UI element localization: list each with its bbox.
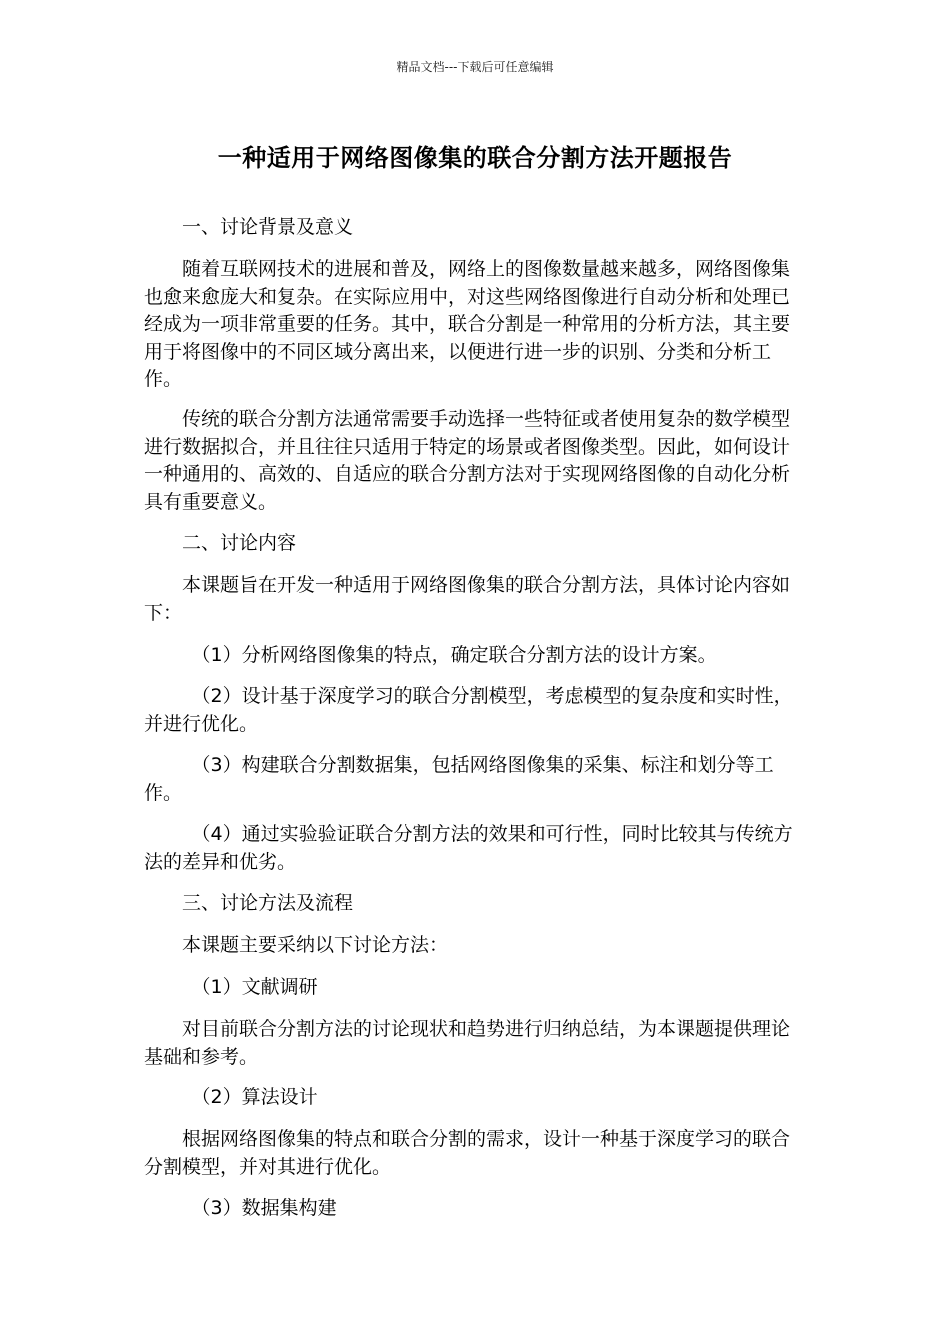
- section-heading-3: 三、讨论方法及流程: [182, 892, 354, 914]
- paragraph-method-1: 对目前联合分割方法的讨论现状和趋势进行归纳总结，为本课题提供理论基础和参考。: [144, 1018, 791, 1068]
- paragraph-methods-intro: 本课题主要采纳以下讨论方法：: [182, 934, 449, 956]
- paragraph-content-intro: 本课题旨在开发一种适用于网络图像集的联合分割方法，具体讨论内容如下：: [144, 574, 791, 624]
- document-title: 一种适用于网络图像集的联合分割方法开题报告: [217, 144, 733, 172]
- paragraph-background: 随着互联网技术的进展和普及，网络上的图像数量越来越多，网络图像集也愈来愈庞大和复杂。在实际应用中，对这些网络图像进行自动分析和处理已经成为一项非常重要的任务。其中，联合分割是一种常用的分析方法，其主要用于将图像中的不同区域分离出来，以便进行进一步的识别、分类和分析工作。: [144, 258, 791, 390]
- method-heading-2: （2）算法设计: [191, 1086, 318, 1108]
- method-heading-3: （3）数据集构建: [191, 1197, 337, 1219]
- paragraph-method-2: 根据网络图像集的特点和联合分割的需求，设计一种基于深度学习的联合分割模型，并对其进行优化。: [144, 1128, 791, 1178]
- header-note: 精品文档---下载后可任意编辑: [396, 60, 554, 74]
- section-heading-1: 一、讨论背景及意义: [182, 216, 354, 238]
- section-heading-2: 二、讨论内容: [182, 532, 297, 554]
- method-heading-1: （1）文献调研: [191, 976, 318, 998]
- list-item-content-4: （4）通过实验验证联合分割方法的效果和可行性，同时比较其与传统方法的差异和优劣。: [144, 823, 793, 873]
- list-item-content-1: （1）分析网络图像集的特点，确定联合分割方法的设计方案。: [191, 644, 717, 666]
- list-item-content-3: （3）构建联合分割数据集，包括网络图像集的采集、标注和划分等工作。: [144, 754, 774, 804]
- paragraph-traditional-methods: 传统的联合分割方法通常需要手动选择一些特征或者使用复杂的数学模型进行数据拟合，并且往往只适用于特定的场景或者图像类型。因此，如何设计一种通用的、高效的、自适应的联合分割方法对于实现网络图像的自动化分析具有重要意义。: [144, 408, 791, 513]
- list-item-content-2: （2）设计基于深度学习的联合分割模型，考虑模型的复杂度和实时性，并进行优化。: [144, 685, 793, 735]
